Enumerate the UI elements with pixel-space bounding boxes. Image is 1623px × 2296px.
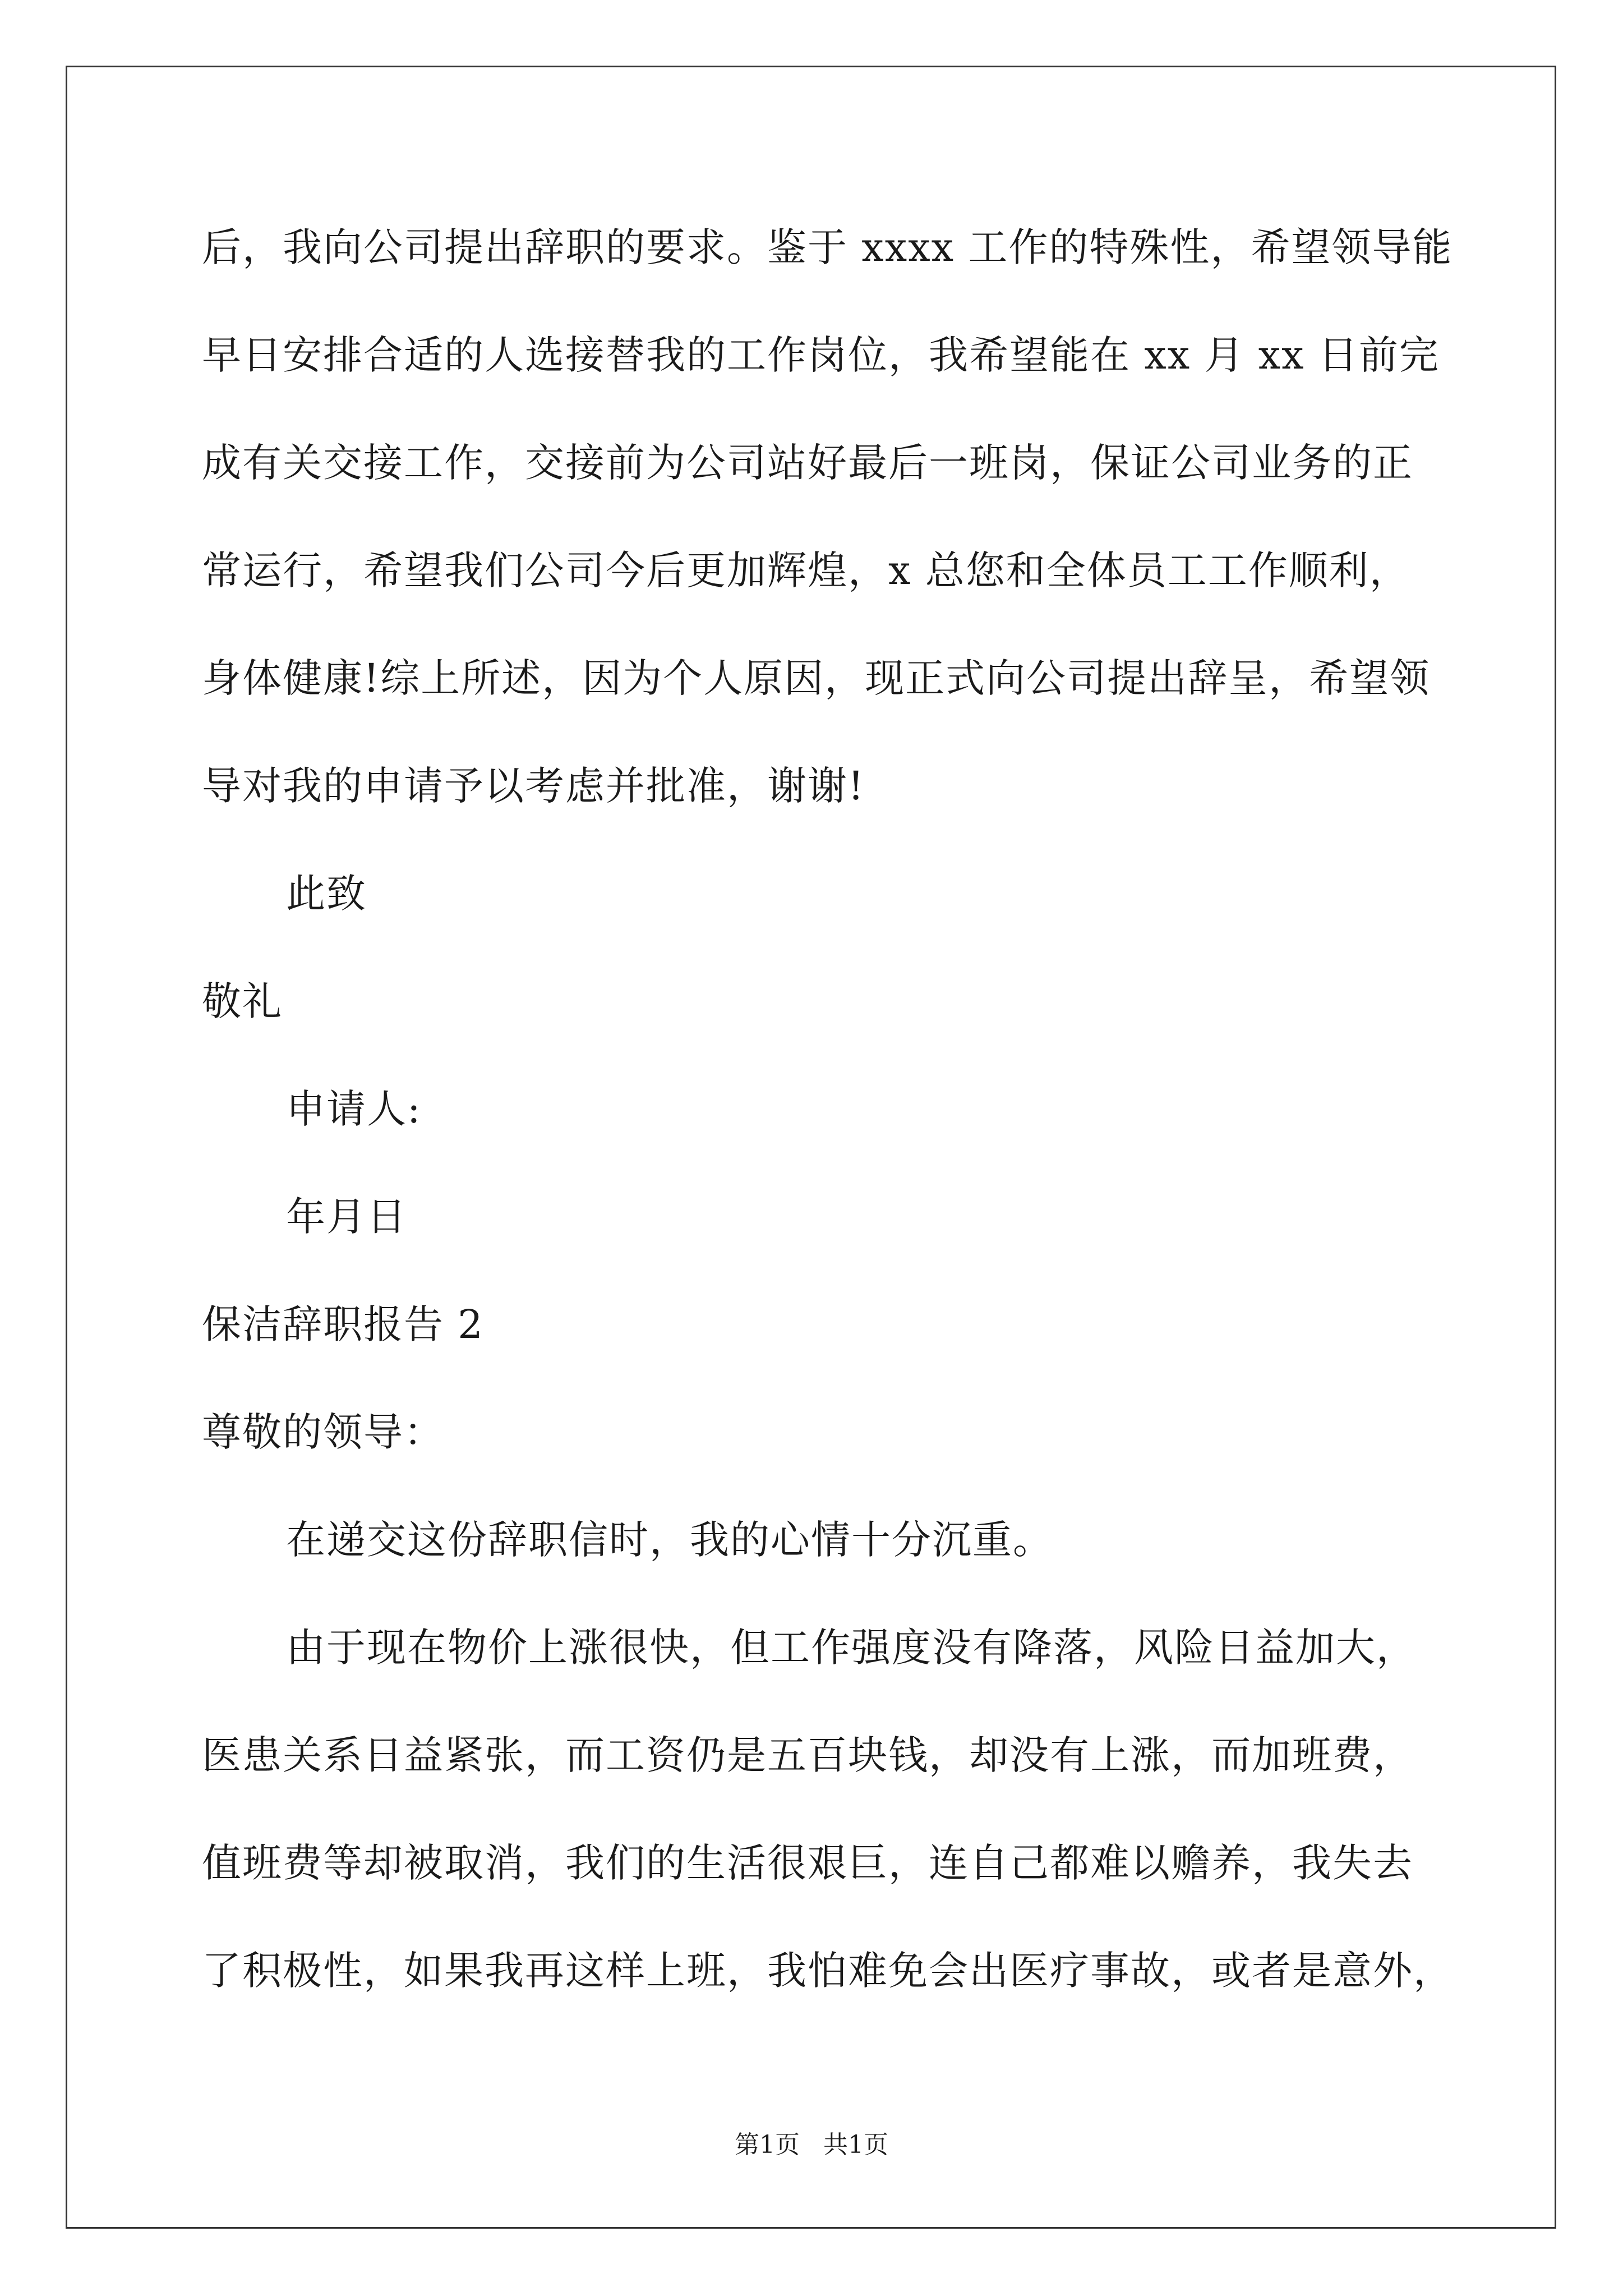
- greeting-line: 尊敬的领导：: [202, 1409, 444, 1455]
- body-line: 早日安排合适的人选接替我的工作岗位，我希望能在 xx 月 xx 日前完: [202, 332, 1440, 378]
- document-body: [202, 216, 1453, 2047]
- body-line: 身体健康!综上所述，因为个人原因，现正式向公司提出辞呈，希望领: [202, 655, 1431, 701]
- applicant-label: 申请人:: [286, 1086, 422, 1132]
- body-line: 后，我向公司提出辞职的要求。鉴于 xxxx 工作的特殊性，希望领导能: [202, 224, 1453, 270]
- page-total: 共1页: [823, 2131, 888, 2159]
- body-line: 常运行，希望我们公司今后更加辉煌，x 总您和全体员工工作顺利，: [202, 547, 1410, 593]
- body-line: 导对我的申请予以考虑并批准，谢谢!: [202, 763, 865, 809]
- salutation-line: 此致: [286, 871, 367, 917]
- body-line: 在递交这份辞职信时，我的心情十分沉重。: [286, 1517, 1053, 1563]
- section-title: 保洁辞职报告 2: [202, 1301, 484, 1347]
- closing-line: 敬礼: [202, 978, 283, 1024]
- body-line: 由于现在物价上涨很快，但工作强度没有降落，风险日益加大，: [286, 1625, 1417, 1671]
- date-label: 年月日: [286, 1194, 407, 1240]
- page-current: 第1页: [735, 2131, 800, 2159]
- page-footer: [0, 2128, 1623, 2162]
- body-line: 医患关系日益紧张，而工资仍是五百块钱，却没有上涨，而加班费，: [202, 1732, 1413, 1778]
- body-line: 成有关交接工作，交接前为公司站好最后一班岗，保证公司业务的正: [202, 440, 1413, 486]
- body-line: 了积极性，如果我再这样上班，我怕难免会出医疗事故，或者是意外，: [202, 1948, 1454, 1994]
- body-line: 值班费等却被取消，我们的生活很艰巨，连自己都难以赡养，我失去: [202, 1840, 1413, 1886]
